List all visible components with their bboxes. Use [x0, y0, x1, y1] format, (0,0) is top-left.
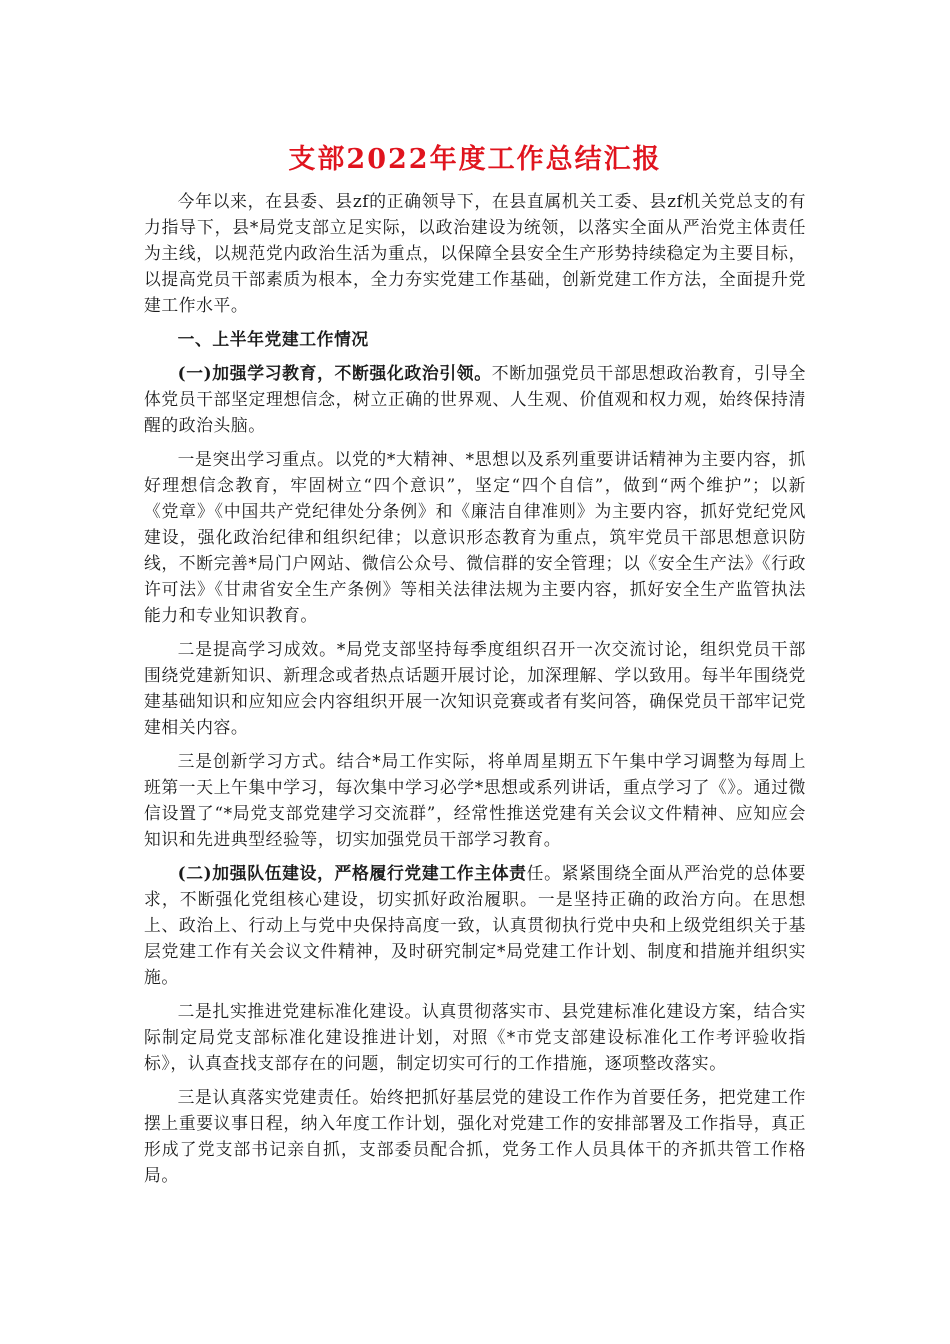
study-focus-paragraph: 一是突出学习重点。以党的*大精神、*思想以及系列重要讲话精神为主要内容，抓好理想信念教育，牢固树立“四个意识”，坚定“四个自信”，做到“两个维护”；以新《党章》《中国共产党纪律处分条例》和《廉洁自律准则》为主要内容，抓好党纪党风建设，强化政治纪律和组织纪律；以意识形态教育为重点，筑牢党员干部思想意识防线，不断完善*局门户网站、微信公众号、微信群的安全管理；以《安全生产法》《行政许可法》《甘肃省安全生产条例》等相关法律法规为主要内容，抓好安全生产监管执法能力和专业知识教育。 [144, 449, 806, 625]
document-page [144, 136, 806, 1196]
standardization-paragraph: 二是扎实推进党建标准化建设。认真贯彻落实市、县党建标准化建设方案，结合实际制定局党支部标准化建设推进计划，对照《*市党支部建设标准化工作考评验收指标》，认真查找支部存在的问题，制定切实可行的工作措施，逐项整改落实。 [144, 1001, 806, 1073]
study-effect-paragraph: 二是提高学习成效。*局党支部坚持每季度组织召开一次交流讨论，组织党员干部围绕党建新知识、新理念或者热点话题开展讨论，加深理解、学以致用。每半年围绕党建基础知识和应知应会内容组织开展一次知识竞赛或者有奖问答，确保党员干部牢记党建相关内容。 [144, 639, 806, 737]
responsibility-paragraph: 三是认真落实党建责任。始终把抓好基层党的建设工作作为首要任务，把党建工作摆上重要议事日程，纳入年度工作计划，强化对党建工作的安排部署及工作指导，真正形成了党支部书记亲自抓，支部委员配合抓，党务工作人员具体干的齐抓共管工作格局。 [144, 1087, 806, 1185]
intro-paragraph: 今年以来，在县委、县zf的正确领导下，在县直属机关工委、县zf机关党总支的有力指导下，县*局党支部立足实际，以政治建设为统领，以落实全面从严治党主体责任为主线，以规范党内政治生活为重点，以保障全县安全生产形势持续稳定为主要目标，以提高党员干部素质为根本，全力夯实党建工作基础，创新党建工作方法，全面提升党建工作水平。 [144, 191, 806, 315]
subsection-1-heading: (一)加强学习教育，不断强化政治引领。 [177, 363, 492, 383]
subsection-1-text: 不断加强党员干部思想政治教育，引导全体党员干部坚定理想信念，树立正确的世界观、人生观、价值观和权力观，始终保持清醒的政治头脑。 [144, 363, 807, 435]
subsection-2-text: 任。紧紧围绕全面从严治党的总体要求，不断强化党组核心建设，切实抓好政治履职。一是坚持正确的政治方向。在思想上、政治上、行动上与党中央保持高度一致，认真贯彻执行党中央和上级党组织关于基层党建工作有关会议文件精神，及时研究制定*局党建工作计划、制度和措施并组织实施。 [144, 863, 806, 987]
subsection-1-paragraph [144, 360, 806, 438]
study-method-paragraph: 三是创新学习方式。结合*局工作实际，将单周星期五下午集中学习调整为每周上班第一天上午集中学习，每次集中学习必学*思想或系列讲话，重点学习了《》。通过微信设置了“*局党支部党建学习交流群”，经常性推送党建有关会议文件精神、应知应会知识和先进典型经验等，切实加强党员干部学习教育。 [144, 751, 806, 849]
subsection-2-paragraph [144, 860, 806, 990]
subsection-2-heading: (二)加强队伍建设，严格履行党建工作主体责 [177, 863, 527, 883]
document-title: 支部2022年度工作总结汇报 [288, 144, 662, 175]
section-heading-1: 一、上半年党建工作情况 [177, 329, 369, 349]
